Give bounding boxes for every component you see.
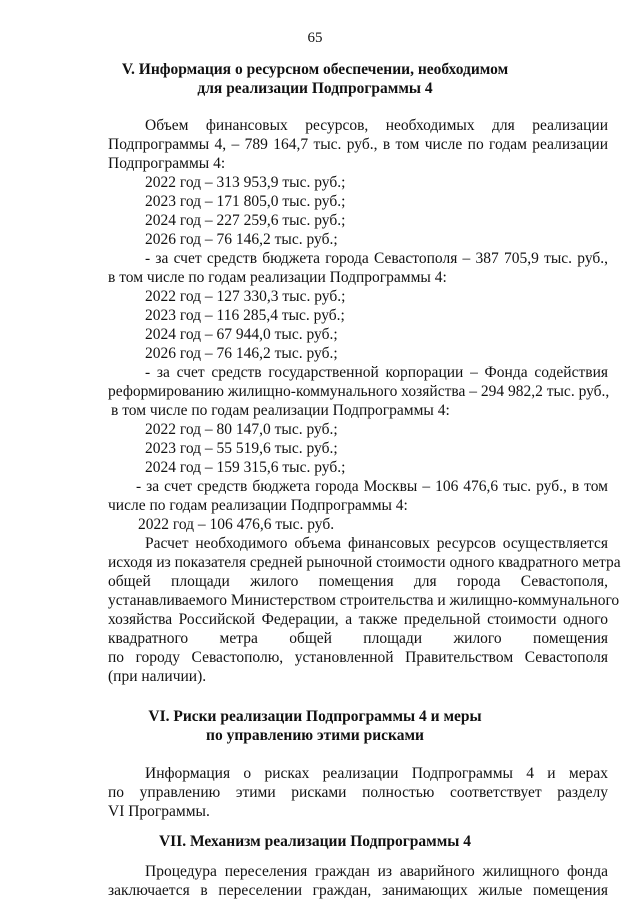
year-line-moscow-2022: 2022 год – 106 476,6 тыс. руб.: [138, 516, 335, 533]
year-line-total-2022: 2022 год – 313 953,9 тыс. руб.;: [145, 174, 346, 191]
paragraph-5-line-4: устанавливаемого Министерством строительства и жилищно-коммунального: [108, 592, 620, 609]
paragraph-4-line-2: числе по годам реализации Подпрограммы 4:: [108, 497, 408, 514]
year-line-sevastopol-2022: 2022 год – 127 330,3 тыс. руб.;: [145, 288, 346, 305]
section-6-paragraph-line-3: VI Программы.: [108, 803, 210, 820]
paragraph-2-line-2: в том числе по годам реализации Подпрограммы 4:: [108, 269, 447, 286]
paragraph-5-line-6: квадратного метра общей площади жилого помещения: [108, 630, 608, 647]
paragraph-5-line-3: общей площади жилого помещения для города Севастополя,: [108, 573, 608, 590]
paragraph-5-line-8: (при наличии).: [108, 668, 207, 685]
paragraph-3-line-1: - за счет средств государственной корпорации – Фонда содействия: [145, 364, 608, 381]
section-6-paragraph-line-1: Информация о рисках реализации Подпрограммы 4 и мерах: [145, 765, 608, 782]
paragraph-3-line-2: реформированию жилищно-коммунального хозяйства – 294 982,2 тыс. руб.,: [108, 383, 610, 400]
section-6-heading: [0, 707, 630, 745]
year-line-sevastopol-2024: 2024 год – 67 944,0 тыс. руб.;: [145, 326, 338, 343]
section-7-heading: [0, 832, 630, 851]
year-line-fund-2022: 2022 год – 80 147,0 тыс. руб.;: [145, 421, 338, 438]
year-line-sevastopol-2026: 2026 год – 76 146,2 тыс. руб.;: [145, 345, 338, 362]
section-6-paragraph-line-2: по управлению этими рисками полностью соответствует разделу: [108, 784, 608, 801]
year-line-total-2024: 2024 год – 227 259,6 тыс. руб.;: [145, 212, 346, 229]
year-line-total-2026: 2026 год – 76 146,2 тыс. руб.;: [145, 231, 338, 248]
paragraph-4-line-1: - за счет средств бюджета города Москвы – 106 476,6 тыс. руб., в том: [136, 478, 608, 495]
section-6-title-line-2: по управлению этими рисками: [206, 727, 424, 744]
year-line-fund-2024: 2024 год – 159 315,6 тыс. руб.;: [145, 459, 346, 476]
paragraph-1-line-3: Подпрограммы 4:: [108, 155, 226, 172]
section-6-title-line-1: VI. Риски реализации Подпрограммы 4 и меры: [148, 708, 482, 725]
year-line-total-2023: 2023 год – 171 805,0 тыс. руб.;: [145, 193, 346, 210]
paragraph-5-line-5: хозяйства Российской Федерации, а также предельной стоимости одного: [108, 611, 608, 628]
page-number: 65: [307, 30, 323, 46]
section-7-paragraph-line-2: заключается в переселении граждан, занимающих жилые помещения: [108, 882, 608, 899]
paragraph-2-line-1: - за счет средств бюджета города Севастополя – 387 705,9 тыс. руб.,: [145, 250, 608, 267]
section-5-title-line-1: V. Информация о ресурсном обеспечении, необходимом: [121, 61, 509, 78]
section-5-heading: [0, 60, 630, 98]
paragraph-5-line-1: Расчет необходимого объема финансовых ресурсов осуществляется: [145, 535, 608, 552]
paragraph-1-line-1: Объем финансовых ресурсов, необходимых для реализации: [145, 117, 608, 134]
paragraph-5-line-7: по городу Севастополю, установленной Правительством Севастополя: [108, 649, 608, 666]
section-7-title: VII. Механизм реализации Подпрограммы 4: [158, 833, 471, 850]
year-line-sevastopol-2023: 2023 год – 116 285,4 тыс. руб.;: [145, 307, 345, 324]
paragraph-5-line-2: исходя из показателя средней рыночной стоимости одного квадратного метра: [108, 554, 621, 571]
paragraph-1-line-2: Подпрограммы 4, – 789 164,7 тыс. руб., в том числе по годам реализации: [108, 136, 608, 153]
year-line-fund-2023: 2023 год – 55 519,6 тыс. руб.;: [145, 440, 338, 457]
section-5-title-line-2: для реализации Подпрограммы 4: [197, 80, 433, 97]
paragraph-3-line-3: в том числе по годам реализации Подпрограммы 4:: [111, 402, 450, 419]
section-7-paragraph-line-1: Процедура переселения граждан из аварийного жилищного фонда: [145, 863, 608, 880]
